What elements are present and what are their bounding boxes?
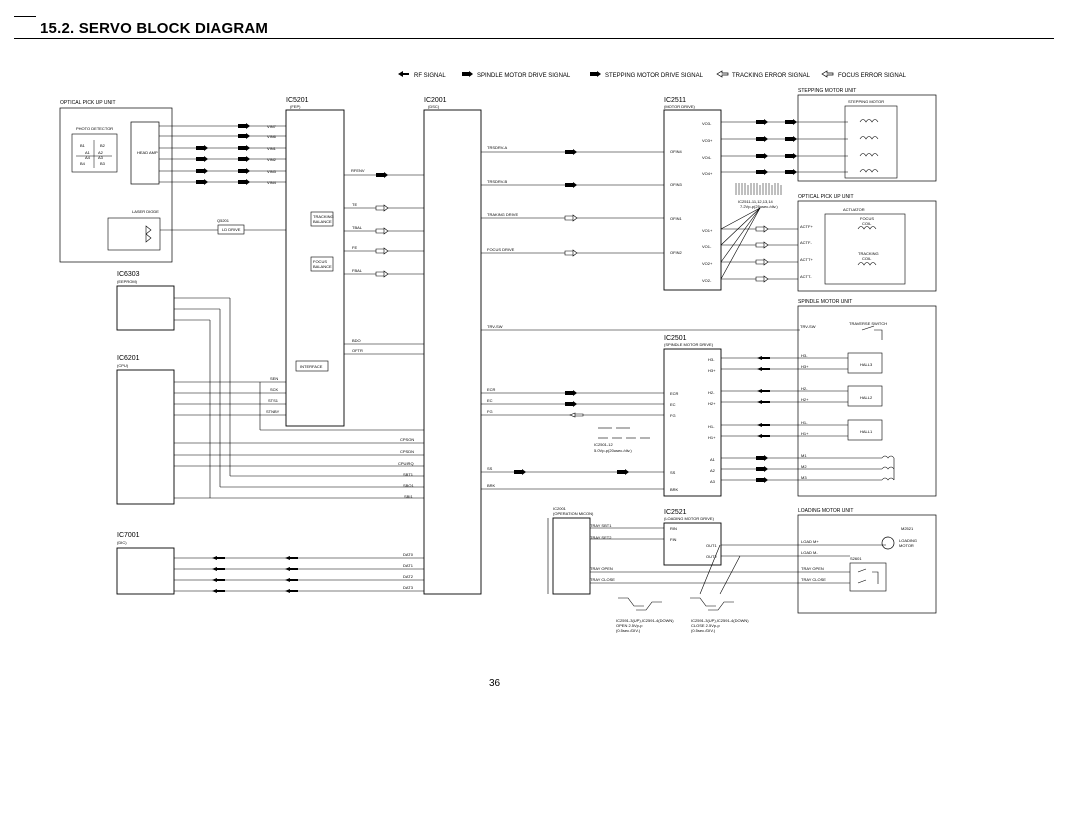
svg-text:SPINDLE MOTOR DRIVE SIGNAL: SPINDLE MOTOR DRIVE SIGNAL: [477, 73, 571, 79]
svg-text:TRV-SW: TRV-SW: [487, 324, 503, 329]
svg-text:VIN6: VIN6: [267, 134, 276, 139]
svg-text:ACTF+: ACTF+: [800, 224, 813, 229]
svg-text:TRSDRV-A: TRSDRV-A: [487, 145, 508, 150]
svg-text:TRACKING: TRACKING: [858, 251, 879, 256]
svg-text:TRACKING: TRACKING: [313, 214, 334, 219]
svg-text:VIN3: VIN3: [267, 169, 276, 174]
ic2001-right-arrows: [514, 149, 629, 475]
svg-text:IC2501: IC2501: [664, 335, 687, 342]
legend-tracking-signal: [717, 71, 811, 79]
ic2521-block: [664, 509, 721, 565]
svg-text:M2: M2: [801, 464, 807, 469]
svg-text:SCK: SCK: [270, 387, 279, 392]
svg-text:VIN7: VIN7: [267, 124, 276, 129]
svg-text:(SPINDLE MOTOR DRIVE): (SPINDLE MOTOR DRIVE): [664, 342, 714, 347]
svg-text:OUT1: OUT1: [706, 543, 717, 548]
svg-text:VO1+: VO1+: [702, 228, 713, 233]
ic2501-arrows: [756, 356, 770, 483]
svg-text:IC2511-11,12,13,14: IC2511-11,12,13,14: [738, 199, 773, 204]
svg-text:SBI1: SBI1: [404, 494, 413, 499]
svg-text:B4: B4: [80, 161, 85, 166]
svg-text:BALANCE: BALANCE: [313, 219, 332, 224]
svg-text:DAT3: DAT3: [403, 585, 413, 590]
svg-text:OFTR: OFTR: [352, 348, 363, 353]
svg-text:IC2591-3(UP),IC2591-4(DOWN): IC2591-3(UP),IC2591-4(DOWN): [691, 618, 749, 623]
svg-text:IC6303: IC6303: [117, 271, 140, 278]
ic7001-block: [117, 532, 174, 594]
svg-text:FIN: FIN: [670, 537, 677, 542]
svg-text:FBAL: FBAL: [352, 268, 363, 273]
svg-text:STEPPING MOTOR UNIT: STEPPING MOTOR UNIT: [798, 88, 857, 94]
loading-notes: [616, 618, 749, 633]
svg-text:H2+: H2+: [708, 401, 716, 406]
page-number: 36: [489, 678, 501, 689]
svg-text:DAT2: DAT2: [403, 574, 413, 579]
svg-text:DAT1: DAT1: [403, 563, 413, 568]
svg-text:COIL: COIL: [862, 256, 872, 261]
svg-text:H1+: H1+: [801, 431, 809, 436]
svg-text:(DSC): (DSC): [428, 104, 440, 109]
svg-text:MOTOR: MOTOR: [899, 543, 914, 548]
svg-text:H3+: H3+: [801, 364, 809, 369]
svg-text:H2+: H2+: [801, 397, 809, 402]
svg-text:A1: A1: [85, 150, 90, 155]
svg-text:OPTICAL PICK UP UNIT: OPTICAL PICK UP UNIT: [60, 100, 116, 106]
spindle-motor-unit: [798, 299, 936, 496]
svg-text:IC2521: IC2521: [664, 509, 687, 516]
svg-text:(MOTOR DRIVE): (MOTOR DRIVE): [664, 104, 695, 109]
svg-text:OUT2: OUT2: [706, 554, 717, 559]
svg-text:TRSDRV-B: TRSDRV-B: [487, 179, 508, 184]
svg-text:HALL1: HALL1: [860, 429, 873, 434]
svg-text:ECR: ECR: [670, 391, 679, 396]
svg-text:IC2511: IC2511: [664, 97, 687, 104]
cpu-bus-lines: [174, 298, 424, 498]
svg-text:(0.5sec./DIV.): (0.5sec./DIV.): [616, 628, 641, 633]
svg-text:A4: A4: [85, 155, 90, 160]
svg-text:OPTICAL PICK UP UNIT: OPTICAL PICK UP UNIT: [798, 194, 854, 200]
svg-text:A3: A3: [710, 479, 715, 484]
svg-text:LD DRIVE: LD DRIVE: [222, 227, 241, 232]
svg-text:H1-: H1-: [708, 424, 715, 429]
svg-text:H2-: H2-: [801, 386, 808, 391]
svg-text:CPSDN: CPSDN: [400, 449, 415, 454]
svg-text:SS: SS: [487, 466, 493, 471]
svg-text:VIN1: VIN1: [267, 146, 276, 151]
svg-text:DAT0: DAT0: [403, 552, 413, 557]
svg-text:FG: FG: [670, 413, 676, 418]
svg-text:LOADING: LOADING: [899, 538, 918, 543]
svg-text:SBO1: SBO1: [403, 483, 414, 488]
svg-text:FOCUS: FOCUS: [313, 259, 327, 264]
svg-text:LOAD M-: LOAD M-: [801, 550, 818, 555]
svg-text:ACTT-: ACTT-: [800, 274, 812, 279]
svg-text:EC: EC: [487, 398, 493, 403]
ic2511-block: [664, 97, 721, 290]
svg-text:H3-: H3-: [708, 357, 715, 362]
svg-text:BALANCE: BALANCE: [313, 264, 332, 269]
loading-lines: [548, 518, 886, 594]
svg-text:CPUIRQ: CPUIRQ: [398, 461, 414, 466]
svg-text:TRAY SET2: TRAY SET2: [590, 535, 612, 540]
svg-text:IC2501-12: IC2501-12: [594, 442, 613, 447]
svg-text:VIN2: VIN2: [267, 157, 276, 162]
svg-text:TRAKING DRIVE: TRAKING DRIVE: [487, 212, 519, 217]
svg-text:FOCUS ERROR SIGNAL: FOCUS ERROR SIGNAL: [838, 73, 907, 79]
svg-text:ACTUATOR: ACTUATOR: [843, 207, 865, 212]
svg-text:H3+: H3+: [708, 368, 716, 373]
svg-text:IC5201: IC5201: [286, 97, 309, 104]
svg-text:ACTF-: ACTF-: [800, 240, 812, 245]
svg-text:(OPERATION MICON): (OPERATION MICON): [553, 511, 594, 516]
svg-text:TE: TE: [352, 202, 358, 207]
ic6201-block: [117, 355, 174, 504]
svg-text:B1: B1: [80, 143, 85, 148]
svg-text:M3: M3: [801, 475, 807, 480]
ic6303-block: [117, 271, 174, 330]
legend-spindle-signal: [462, 71, 571, 79]
svg-text:TRV-SW: TRV-SW: [800, 324, 816, 329]
svg-text:STS1: STS1: [268, 398, 279, 403]
svg-text:VO4+: VO4+: [702, 171, 713, 176]
svg-text:TRAY OPEN: TRAY OPEN: [590, 566, 613, 571]
svg-text:EC: EC: [670, 402, 676, 407]
svg-text:ACTT+: ACTT+: [800, 257, 813, 262]
svg-text:VIN4: VIN4: [267, 180, 276, 185]
svg-text:TRAVERSE SWITCH: TRAVERSE SWITCH: [849, 321, 888, 326]
loading-switch-waveforms: [618, 598, 734, 610]
svg-text:A1: A1: [710, 457, 715, 462]
svg-text:RIN: RIN: [670, 526, 677, 531]
loading-motor-unit: [798, 508, 936, 613]
svg-text:HALL3: HALL3: [860, 362, 873, 367]
svg-text:OFIN4: OFIN4: [670, 149, 682, 154]
optical-pickup-unit-right: [798, 194, 936, 291]
svg-text:H3-: H3-: [801, 353, 808, 358]
svg-text:M2521: M2521: [901, 526, 914, 531]
svg-text:(LOADING MOTOR DRIVE): (LOADING MOTOR DRIVE): [664, 516, 714, 521]
svg-text:H1-: H1-: [801, 420, 808, 425]
svg-text:M1: M1: [801, 453, 807, 458]
svg-text:A2: A2: [98, 150, 103, 155]
svg-text:STEPPING MOTOR: STEPPING MOTOR: [848, 99, 885, 104]
svg-text:IC7001: IC7001: [117, 532, 140, 539]
svg-text:TBAL: TBAL: [352, 225, 363, 230]
svg-text:B3: B3: [100, 161, 105, 166]
svg-text:OFIN3: OFIN3: [670, 182, 682, 187]
ic2501-block: [664, 335, 721, 496]
svg-text:VO3-: VO3-: [702, 121, 712, 126]
svg-text:BRK: BRK: [670, 487, 679, 492]
svg-text:FE: FE: [352, 245, 358, 250]
svg-text:H2-: H2-: [708, 390, 715, 395]
dat-lines: [174, 558, 424, 591]
svg-text:SPINDLE MOTOR UNIT: SPINDLE MOTOR UNIT: [798, 299, 853, 305]
fg-waveform: [594, 428, 650, 453]
page-title: 15.2. SERVO BLOCK DIAGRAM: [40, 20, 269, 37]
svg-text:7.2Vp-p(25usec./div.): 7.2Vp-p(25usec./div.): [740, 204, 778, 209]
dat-arrows: [212, 556, 298, 593]
ic5201-block: [266, 97, 424, 426]
svg-text:IC6201: IC6201: [117, 355, 140, 362]
photo-detector-cells: [76, 140, 112, 168]
svg-text:CPSON: CPSON: [400, 437, 415, 442]
svg-text:FG: FG: [487, 409, 493, 414]
svg-text:S2601: S2601: [850, 556, 862, 561]
svg-text:H1+: H1+: [708, 435, 716, 440]
svg-text:VO1-: VO1-: [702, 244, 712, 249]
svg-text:HEAD AMP: HEAD AMP: [137, 150, 158, 155]
pickup-arrows: [196, 123, 250, 185]
ic2511-arrows: [756, 119, 797, 175]
svg-text:INTERFACE: INTERFACE: [300, 364, 323, 369]
svg-text:TRAY OPEN: TRAY OPEN: [801, 566, 824, 571]
ic2501-out-lines: [721, 358, 882, 480]
svg-text:TRAY CLOSE: TRAY CLOSE: [590, 577, 615, 582]
legend-stepping-signal: [590, 71, 704, 79]
legend-focus-signal: [822, 71, 907, 79]
svg-text:IC2001: IC2001: [553, 506, 566, 511]
svg-text:FOCUS DRIVE: FOCUS DRIVE: [487, 247, 515, 252]
svg-text:OFIN2: OFIN2: [670, 250, 682, 255]
svg-text:SS: SS: [670, 470, 676, 475]
legend: [398, 71, 907, 79]
svg-text:VO3+: VO3+: [702, 138, 713, 143]
svg-text:SEN: SEN: [270, 376, 279, 381]
svg-text:Q5201: Q5201: [217, 218, 230, 223]
svg-text:OFIN1: OFIN1: [670, 216, 682, 221]
ic2001-block: [398, 97, 518, 594]
svg-text:BDO: BDO: [352, 338, 361, 343]
svg-text:BRK: BRK: [487, 483, 496, 488]
operation-micon-block: [553, 506, 615, 594]
svg-text:LOADING MOTOR UNIT: LOADING MOTOR UNIT: [798, 508, 854, 514]
svg-text:LASER DIODE: LASER DIODE: [132, 209, 159, 214]
svg-text:HALL2: HALL2: [860, 395, 873, 400]
svg-text:ECR: ECR: [487, 387, 496, 392]
svg-text:RFENV: RFENV: [351, 168, 365, 173]
svg-text:VO2+: VO2+: [702, 261, 713, 266]
pickup-signal-lines: [159, 126, 286, 230]
svg-text:A2: A2: [710, 468, 715, 473]
svg-text:LOAD M+: LOAD M+: [801, 539, 819, 544]
optical-pickup-unit-left: [60, 100, 244, 262]
svg-text:OPEN 2.5Vp-p: OPEN 2.5Vp-p: [616, 623, 643, 628]
rfenv-arrow: [376, 172, 388, 178]
legend-rf-signal: [398, 71, 446, 79]
ic2001-right-arrows-outline: [565, 215, 583, 417]
svg-text:B2: B2: [100, 143, 105, 148]
svg-text:PHOTO DETECTOR: PHOTO DETECTOR: [76, 126, 114, 131]
svg-text:COIL: COIL: [862, 221, 872, 226]
svg-text:FOCUS: FOCUS: [860, 216, 874, 221]
svg-text:VO2-: VO2-: [702, 278, 712, 283]
svg-text:(FEP): (FEP): [290, 104, 301, 109]
svg-text:IC2001: IC2001: [424, 97, 447, 104]
ic5201-arrows: [376, 205, 388, 277]
svg-text:CLOSE 2.5Vp-p: CLOSE 2.5Vp-p: [691, 623, 720, 628]
svg-text:SBT1: SBT1: [403, 472, 414, 477]
svg-text:RF SIGNAL: RF SIGNAL: [414, 73, 446, 79]
svg-text:(CPU): (CPU): [117, 363, 129, 368]
svg-text:STNBY: STNBY: [266, 409, 280, 414]
svg-text:(0.5sec./DIV.): (0.5sec./DIV.): [691, 628, 716, 633]
stepping-motor-unit: [798, 88, 936, 181]
svg-text:5.0Vp-p(20usec./div.): 5.0Vp-p(20usec./div.): [594, 448, 632, 453]
svg-text:(DIC): (DIC): [117, 540, 127, 545]
ic2511-arrows-outline: [756, 226, 768, 282]
svg-text:TRACKING ERROR SIGNAL: TRACKING ERROR SIGNAL: [732, 73, 811, 79]
svg-text:(EEPROM): (EEPROM): [117, 279, 137, 284]
svg-text:IC2591-3(UP),IC2591-4(DOWN): IC2591-3(UP),IC2591-4(DOWN): [616, 618, 674, 623]
svg-text:TRAY CLOSE: TRAY CLOSE: [801, 577, 826, 582]
svg-text:VO4-: VO4-: [702, 155, 712, 160]
svg-text:STEPPING MOTOR DRIVE SIGNAL: STEPPING MOTOR DRIVE SIGNAL: [605, 73, 703, 79]
svg-text:TRAY SBT1: TRAY SBT1: [590, 523, 612, 528]
stepping-waveform: [736, 183, 781, 209]
svg-text:A3: A3: [98, 155, 103, 160]
